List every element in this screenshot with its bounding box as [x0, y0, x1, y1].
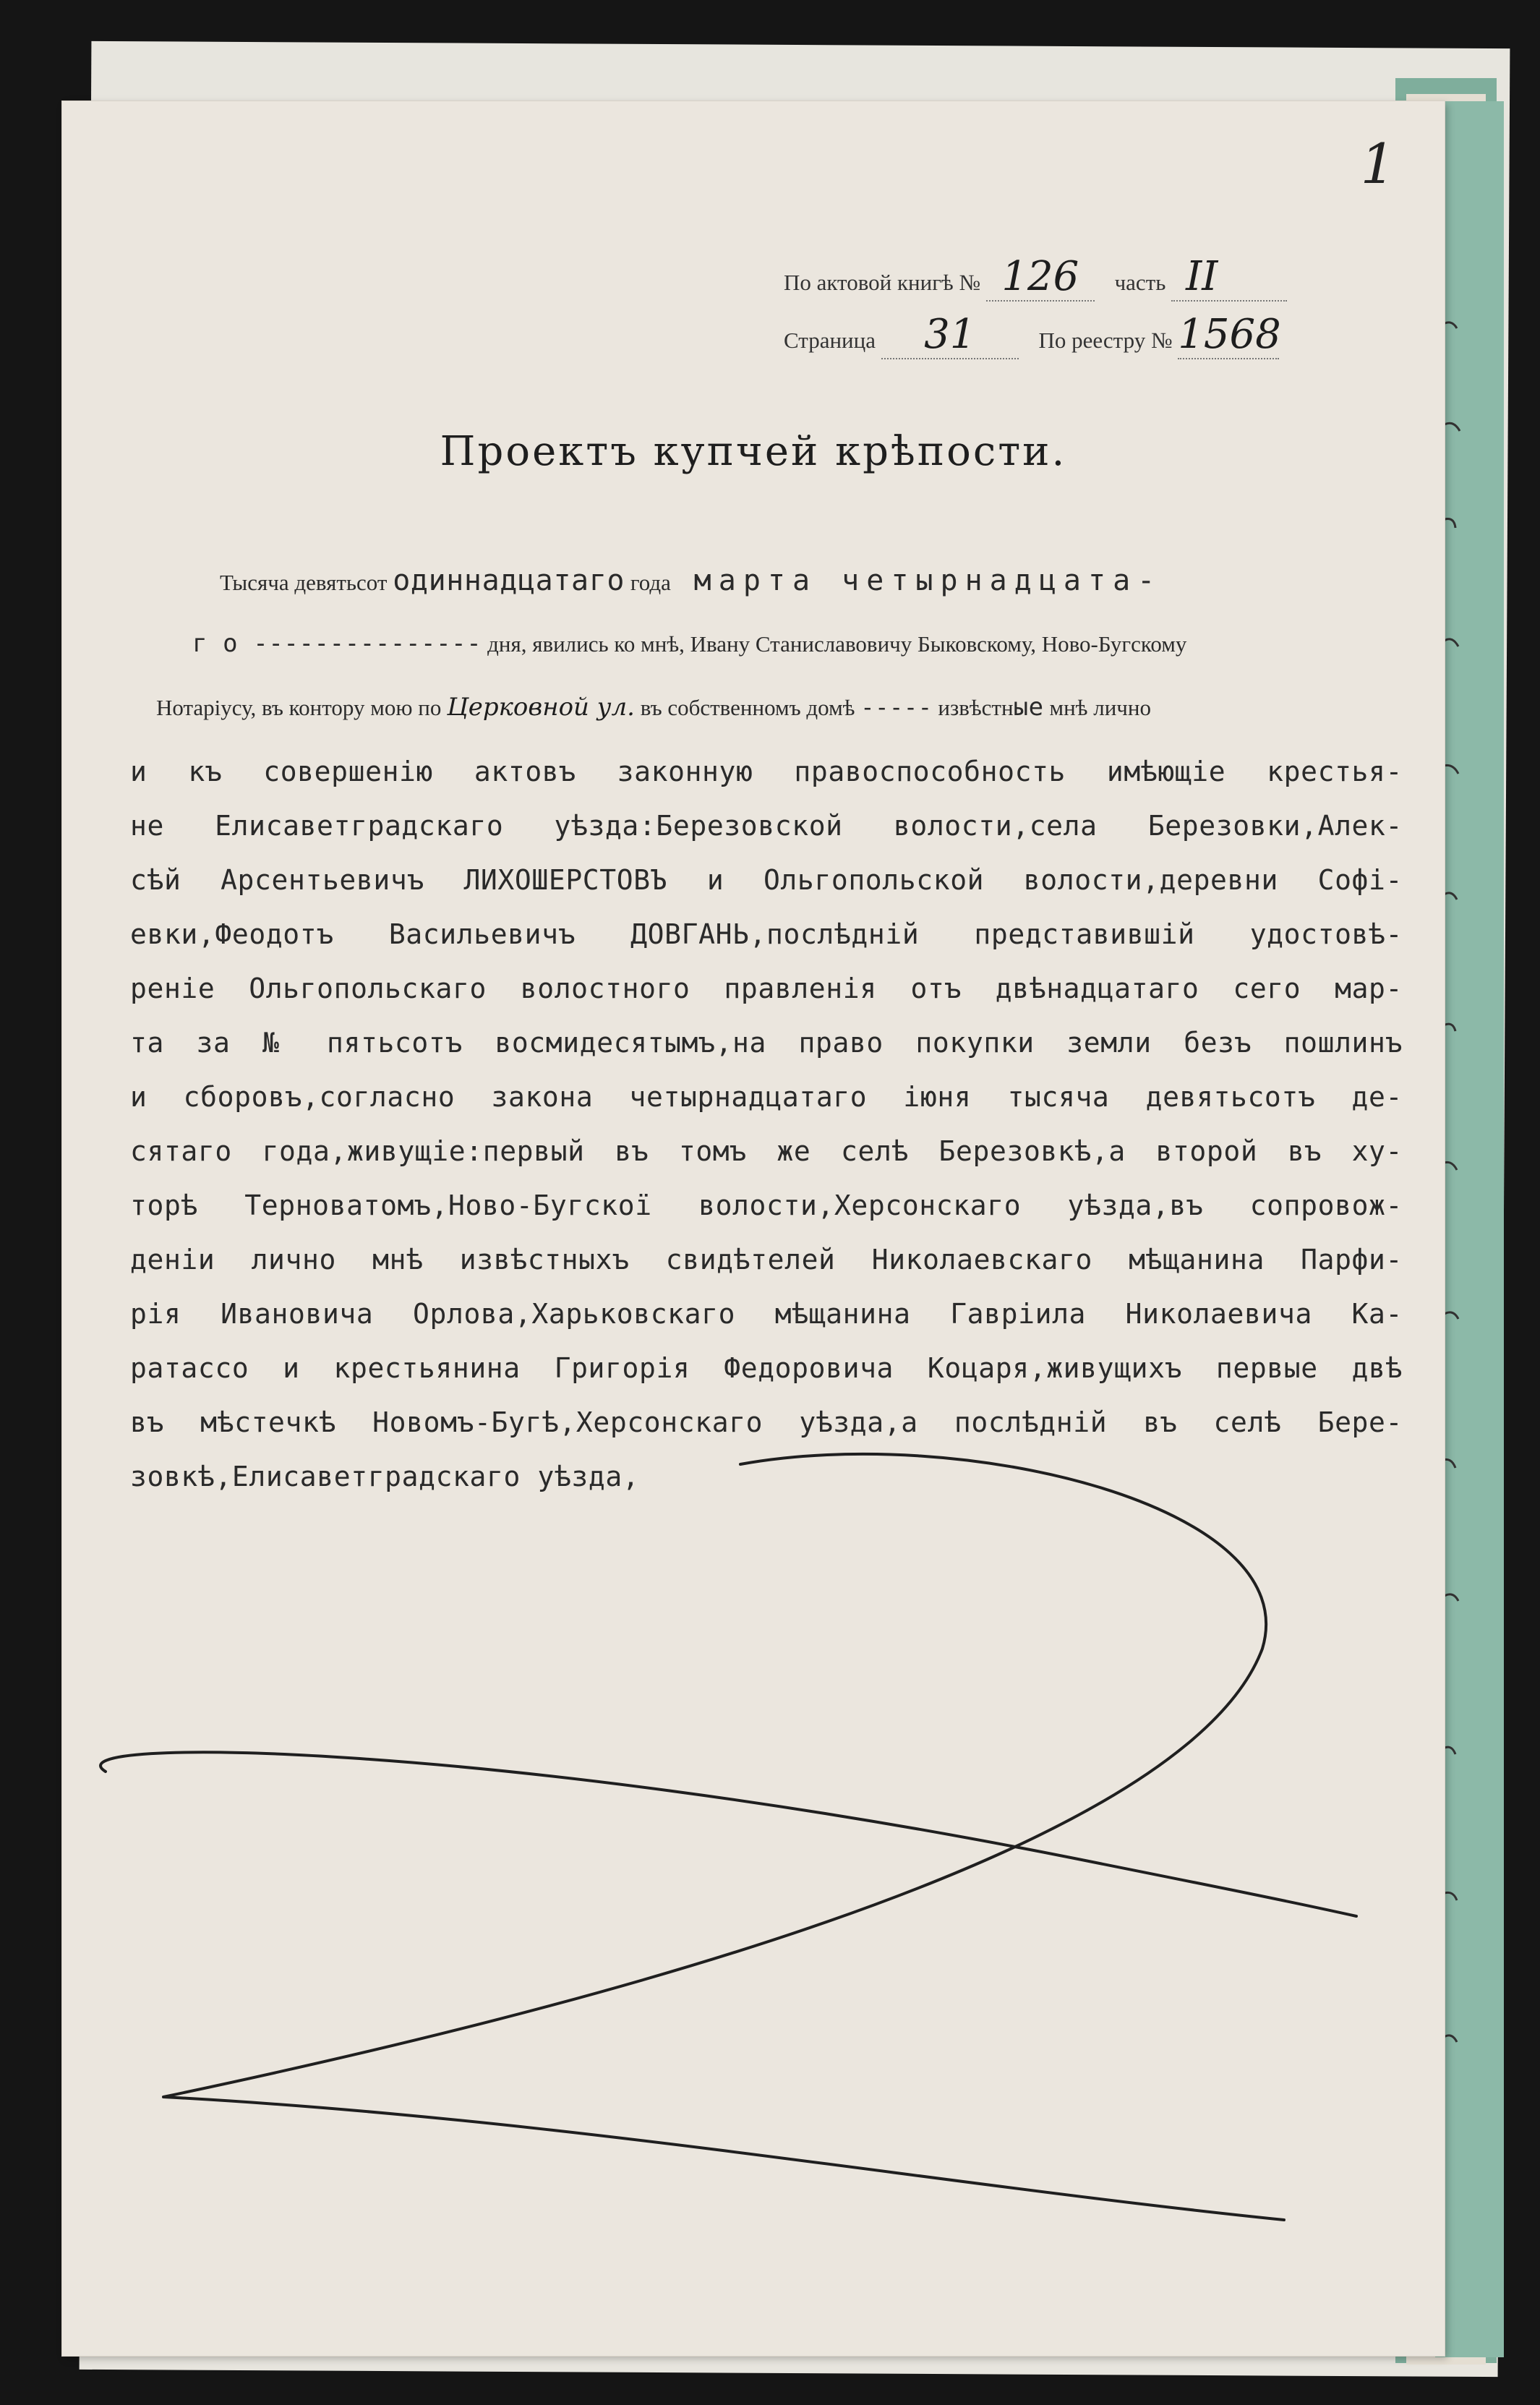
- register-label: По реестру №: [1038, 328, 1173, 353]
- body-line: не Елисаветградскаго уѣзда:Березовской волости,села Березовки,Алек-: [130, 810, 1403, 842]
- body-line: евки,Феодотъ Васильевичъ ДОВГАНЬ,послѣдній представившій удостовѣ-: [130, 918, 1403, 950]
- body-line: та за № пятьсотъ восмидесятымъ,на право покупки земли безъ пошлинъ: [130, 1027, 1403, 1059]
- body-line: и къ совершенію актовъ законную правоспособность имѣющіе крестья-: [130, 756, 1403, 787]
- body-line: рія Ивановича Орлова,Харьковскаго мѣщанина Гавріила Николаевича Ка-: [130, 1298, 1403, 1330]
- page-number: 31: [924, 311, 976, 358]
- book-number: 126: [1001, 253, 1079, 300]
- body-line: ратассо и крестьянина Григорія Федоровича Коцаря,живущихъ первые двѣ: [130, 1352, 1403, 1384]
- filled-year: одиннадцатаго: [393, 564, 625, 597]
- part-label: часть: [1114, 270, 1166, 295]
- form-text: мнѣ лично: [1049, 695, 1151, 720]
- filled-day: г о ---------------: [192, 629, 482, 658]
- form-text: года: [630, 570, 671, 595]
- form-text: Тысяча девятьсот: [220, 570, 388, 595]
- body-line: сѣй Арсентьевичъ ЛИХОШЕРСТОВЪ и Ольгопольской волости,деревни Софі-: [130, 864, 1403, 896]
- form-text: въ собственномъ домѣ: [640, 695, 855, 720]
- part-number: II: [1186, 253, 1218, 300]
- filled-month: марта четырнадцата-: [693, 564, 1163, 597]
- body-line: деніи лично мнѣ извѣстныхъ свидѣтелей Николаевскаго мѣщанина Парфи-: [130, 1244, 1403, 1276]
- body-line: сятаго года,живущіе:первый въ томъ же селѣ Березовкѣ,а второй въ ху-: [130, 1135, 1403, 1167]
- register-number: 1568: [1178, 311, 1281, 358]
- form-text: дня, явились ко мнѣ, Ивану Станиславовичу Быковскому, Ново-Бугскому: [487, 631, 1187, 657]
- form-text: Нотаріусу, въ контору мою по: [156, 695, 442, 720]
- body-line: торѣ Терноватомъ,Ново-Бугскої волости,Херсонскаго уѣзда,въ сопровож-: [130, 1189, 1403, 1221]
- form-text: извѣстн: [938, 695, 1014, 720]
- document-page: [62, 101, 1445, 2356]
- folio-number: 1: [1360, 132, 1395, 196]
- book-label: По актовой книгѣ №: [784, 270, 981, 295]
- filled-ending: ые: [1013, 693, 1044, 722]
- body-line: реніе Ольгопольскаго волостного правленія отъ двѣнадцатаго сего мар-: [130, 973, 1403, 1004]
- body-line: зовкѣ,Елисаветградскаго уѣзда,: [130, 1461, 640, 1492]
- body-line: и сборовъ,согласно закона четырнадцатаго іюня тысяча девятьсотъ де-: [130, 1081, 1403, 1113]
- document-title: Проектъ купчей крѣпости.: [440, 428, 1067, 475]
- filled-dash: -----: [860, 693, 933, 721]
- z-cancellation-mark: [62, 101, 1445, 2356]
- filled-street: Церковной ул.: [447, 693, 635, 722]
- body-line: въ мѣстечкѣ Новомъ-Бугѣ,Херсонскаго уѣзда,а послѣдній въ селѣ Бере-: [130, 1406, 1403, 1438]
- page-label: Страница: [784, 328, 876, 353]
